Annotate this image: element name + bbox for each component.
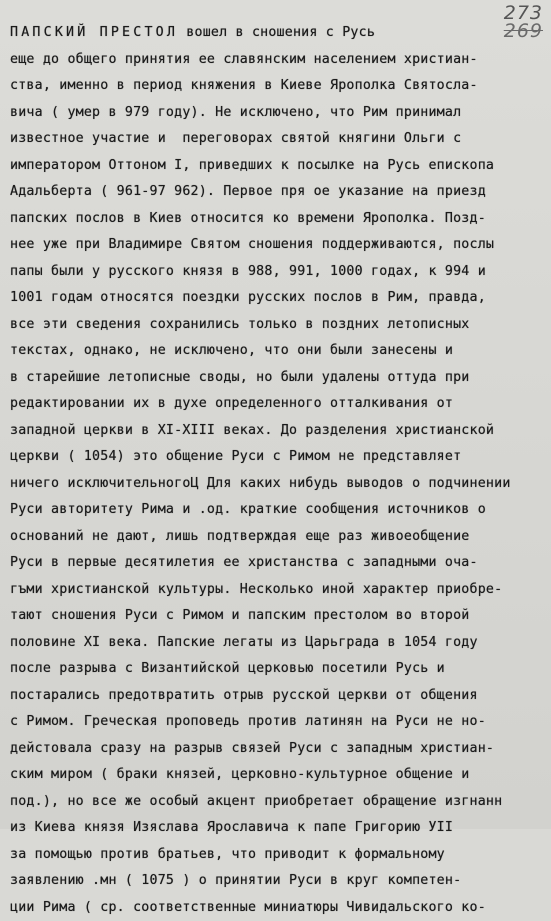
page-number-current: 273 xyxy=(504,4,543,22)
text-line xyxy=(10,418,548,445)
page-number-previous: 269 xyxy=(504,22,543,40)
text-line xyxy=(10,126,548,153)
line-text: ским миром ( браки князей, церковно-культурное общение и xyxy=(10,767,470,782)
text-line xyxy=(10,683,548,710)
line-text: под.), но все же особый акцент приобретает обращение изгнанн xyxy=(10,794,502,809)
line-text: текстах, однако, не исключено, что они были занесены и xyxy=(10,343,453,358)
text-line xyxy=(10,577,548,604)
line-text: нее уже при Владимире Святом сношения поддерживаются, послы xyxy=(10,237,494,252)
line-text: дейстовала сразу на разрыв связей Руси с западным христиан- xyxy=(10,741,494,756)
line-text: с Римом. Греческая проповедь против латинян на Руси не но- xyxy=(10,714,486,729)
text-line xyxy=(10,20,548,47)
line-text: вошел в сношения с Русь xyxy=(178,25,375,40)
line-text: гъми христианской культуры. Несколько иной характер приобре- xyxy=(10,582,502,597)
text-line xyxy=(10,285,548,312)
text-line xyxy=(10,709,548,736)
chapter-lead-caps: ПАПСКИЙ ПРЕСТОЛ xyxy=(10,25,178,40)
line-text: постарались предотвратить отрыв русской церкви от общения xyxy=(10,688,478,703)
text-line xyxy=(10,391,548,418)
text-line xyxy=(10,259,548,286)
line-text: все эти сведения сохранились только в поздних летописных xyxy=(10,317,470,332)
line-text: вича ( умер в 979 году). Не исключено, что Рим принимал xyxy=(10,105,461,120)
text-line xyxy=(10,762,548,789)
text-line xyxy=(10,206,548,233)
text-line xyxy=(10,842,548,869)
text-line xyxy=(10,100,548,127)
line-text: церкви ( 1054) это общение Руси с Римом не представляет xyxy=(10,449,461,464)
line-text: за помощью против братьев, что приводит к формальному xyxy=(10,847,445,862)
text-line xyxy=(10,338,548,365)
line-text: папы были у русского князя в 988, 991, 1000 годах, к 994 и xyxy=(10,264,486,279)
line-text: императором Оттоном I, приведших к посылке на Русь епископа xyxy=(10,158,494,173)
line-text: Руси в первые десятилетия ее христанства с западными оча- xyxy=(10,555,478,570)
text-line xyxy=(10,815,548,842)
text-line xyxy=(10,47,548,74)
text-line xyxy=(10,630,548,657)
line-text: ства, именно в период княжения в Киеве Ярополка Святосла- xyxy=(10,78,478,93)
text-line xyxy=(10,444,548,471)
text-body xyxy=(10,20,548,921)
text-line xyxy=(10,656,548,683)
line-text: Руси авторитету Рима и .од. краткие сообщения источников о xyxy=(10,502,486,517)
text-line xyxy=(10,153,548,180)
text-line xyxy=(10,868,548,895)
line-text: редактировании их в духе определенного отталкивания от xyxy=(10,396,453,411)
text-line xyxy=(10,471,548,498)
line-text: известное участие и переговорах святой княгини Ольги с xyxy=(10,131,461,146)
line-text: Адальберта ( 961-97 962). Первое пря ое указание на приезд xyxy=(10,184,486,199)
text-line xyxy=(10,232,548,259)
line-text: папских послов в Киев относится ко времени Ярополка. Позд- xyxy=(10,211,486,226)
text-line xyxy=(10,550,548,577)
text-line xyxy=(10,179,548,206)
line-text: оснований не дают, лишь подтверждая еще раз живоеобщение xyxy=(10,529,470,544)
text-line xyxy=(10,365,548,392)
line-text: из Киева князя Изяслава Ярославича к папе Григорию УII xyxy=(10,820,453,835)
text-line xyxy=(10,524,548,551)
line-text: ничего исключительногоЦ Для каких нибудь выводов о подчинении xyxy=(10,476,511,491)
text-line xyxy=(10,73,548,100)
line-text: 1001 годам относятся поездки русских послов в Рим, правда, xyxy=(10,290,486,305)
text-line xyxy=(10,603,548,630)
line-text: половине XI века. Папские легаты из Царьграда в 1054 году xyxy=(10,635,478,650)
text-line xyxy=(10,895,548,921)
line-text: еще до общего принятия ее славянским населением христиан- xyxy=(10,52,478,67)
line-text: заявлению .мн ( 1075 ) о принятии Руси в круг компетен- xyxy=(10,873,461,888)
text-line xyxy=(10,312,548,339)
line-text: тают сношения Руси с Римом и папским престолом во второй xyxy=(10,608,470,623)
line-text: западной церкви в XI-XIII веках. До разделения христианской xyxy=(10,423,494,438)
text-line xyxy=(10,497,548,524)
line-text: ции Рима ( ср. соответственные миниатюры Чивидальского ко- xyxy=(10,900,486,915)
line-text: после разрыва с Византийской церковью посетили Русь и xyxy=(10,661,445,676)
line-text: в старейшие летописные своды, но были удалены оттуда при xyxy=(10,370,470,385)
text-line xyxy=(10,789,548,816)
text-line xyxy=(10,736,548,763)
